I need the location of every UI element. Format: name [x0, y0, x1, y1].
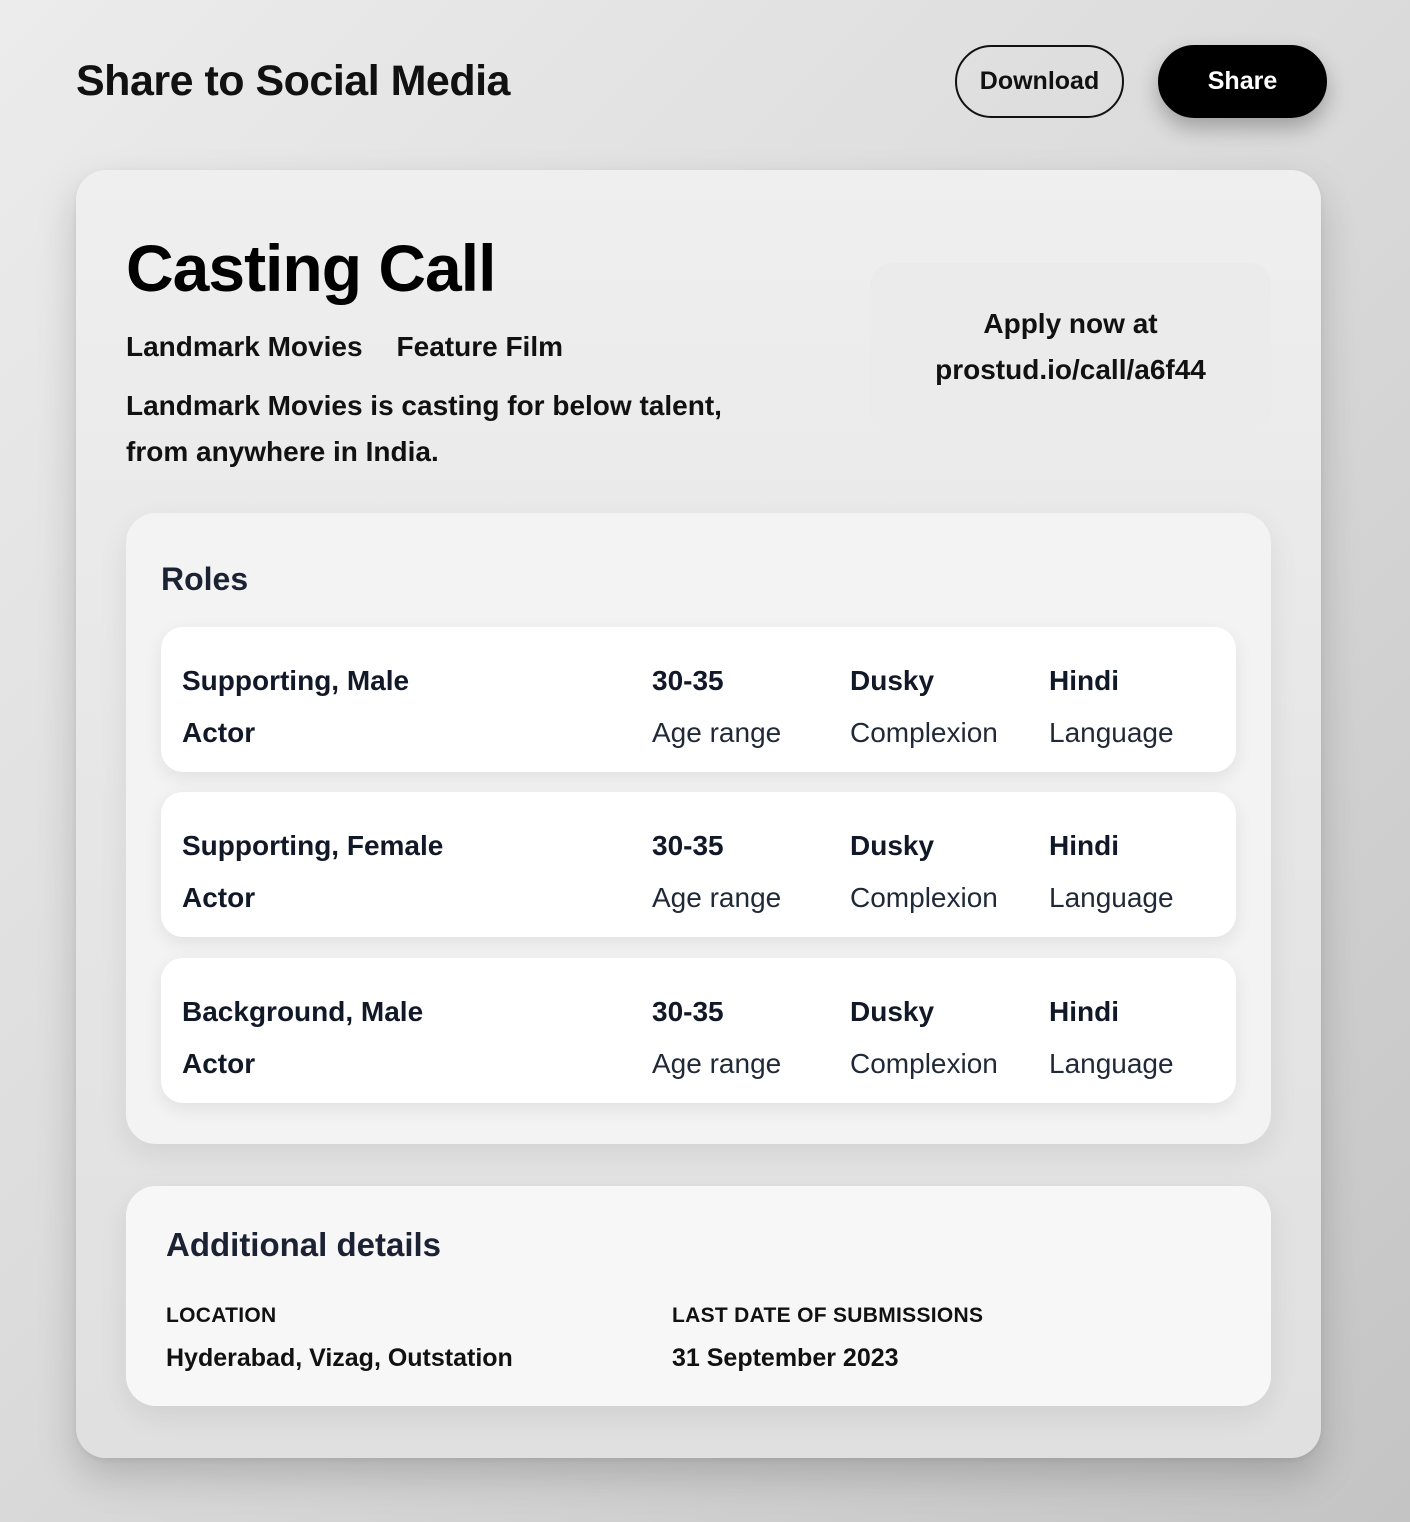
role-language-label: Language — [1049, 717, 1174, 748]
role-name: Background, Male — [182, 996, 424, 1027]
role-age: 30-35 — [652, 830, 724, 861]
roles-panel — [126, 513, 1271, 1144]
role-complexion-label: Complexion — [850, 1048, 998, 1079]
location-value: Hyderabad, Vizag, Outstation — [166, 1344, 513, 1372]
page-header — [76, 45, 1327, 118]
role-language-cell — [1049, 655, 1174, 759]
details-heading: Additional details — [166, 1226, 442, 1263]
deadline-label: LAST DATE OF SUBMISSIONS — [672, 1304, 984, 1327]
apply-url[interactable]: prostud.io/call/a6f44 — [935, 353, 1206, 385]
roles-heading: Roles — [161, 561, 249, 597]
casting-call-card — [76, 170, 1321, 1458]
role-type: Actor — [182, 882, 256, 913]
role-name-cell — [182, 655, 409, 759]
role-age: 30-35 — [652, 665, 724, 696]
role-name: Supporting, Male — [182, 665, 410, 696]
role-age-label: Age range — [652, 882, 782, 913]
role-complexion: Dusky — [850, 665, 935, 696]
project-type: Feature Film — [396, 331, 564, 362]
role-language: Hindi — [1049, 830, 1119, 861]
apply-box — [870, 263, 1271, 430]
role-age-cell — [652, 820, 781, 924]
role-name-cell — [182, 820, 443, 924]
role-complexion-cell — [850, 655, 998, 759]
location-label: LOCATION — [166, 1304, 277, 1327]
role-language: Hindi — [1049, 665, 1119, 696]
casting-call-title: Casting Call — [126, 231, 496, 305]
additional-details-panel — [126, 1186, 1271, 1406]
role-language-cell — [1049, 986, 1174, 1090]
role-age-label: Age range — [652, 1048, 782, 1079]
share-button[interactable]: Share — [1158, 45, 1327, 118]
download-button[interactable]: Download — [955, 45, 1124, 118]
role-card — [161, 958, 1236, 1103]
apply-label: Apply now at — [983, 307, 1158, 339]
role-complexion-cell — [850, 986, 998, 1090]
company-name: Landmark Movies — [126, 331, 363, 362]
role-complexion-label: Complexion — [850, 717, 998, 748]
role-type: Actor — [182, 1048, 256, 1079]
role-age-cell — [652, 655, 781, 759]
page-title: Share to Social Media — [76, 57, 510, 105]
casting-description: Landmark Movies is casting for below talent, from anywhere in India. — [126, 390, 722, 467]
role-complexion: Dusky — [850, 830, 935, 861]
role-card — [161, 627, 1236, 772]
role-language-cell — [1049, 820, 1174, 924]
role-language-label: Language — [1049, 882, 1174, 913]
role-complexion: Dusky — [850, 996, 935, 1027]
casting-meta — [126, 331, 563, 363]
role-card — [161, 792, 1236, 937]
role-language: Hindi — [1049, 996, 1119, 1027]
role-type: Actor — [182, 717, 256, 748]
role-complexion-cell — [850, 820, 998, 924]
role-complexion-label: Complexion — [850, 882, 998, 913]
role-age-cell — [652, 986, 781, 1090]
role-language-label: Language — [1049, 1048, 1174, 1079]
deadline-value: 31 September 2023 — [672, 1344, 899, 1372]
role-age-label: Age range — [652, 717, 782, 748]
role-name: Supporting, Female — [182, 830, 444, 861]
role-age: 30-35 — [652, 996, 724, 1027]
role-name-cell — [182, 986, 423, 1090]
